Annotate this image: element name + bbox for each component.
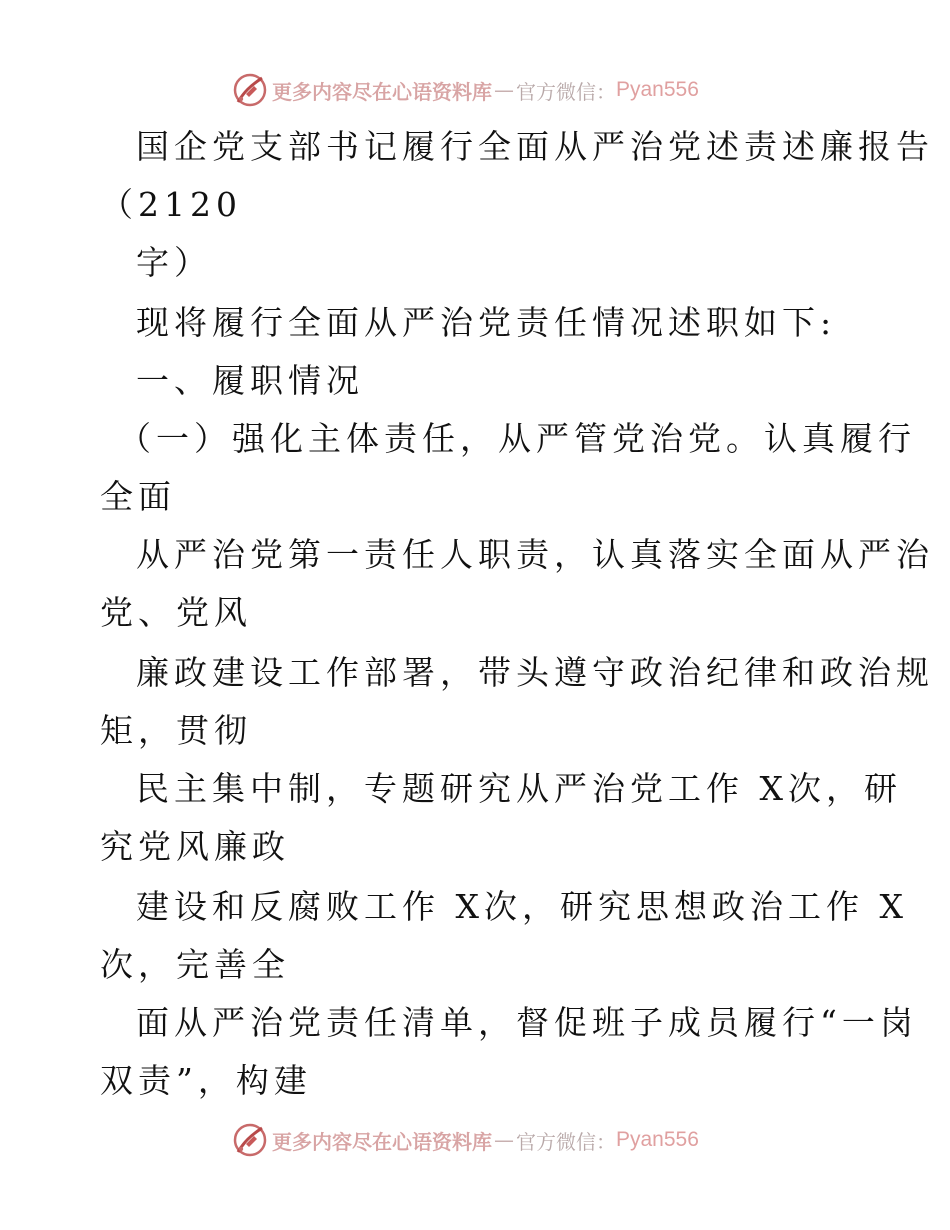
watermark-wechat-label: 官方微信： <box>516 79 616 104</box>
document-title: 国企党支部书记履行全面从严治党述责述廉报告 <box>136 127 934 166</box>
text-line: 次，完善全 <box>100 945 290 984</box>
watermark-wechat-label: 官方微信： <box>516 1129 616 1154</box>
watermark-account: Pyan556 <box>616 1128 699 1151</box>
text-line: 廉政建设工作部署，带头遵守政治纪律和政治规 <box>136 653 934 692</box>
text-line: 党、党风 <box>100 593 252 632</box>
watermark-separator: — <box>494 1128 514 1152</box>
text-line: （2120 <box>100 185 242 224</box>
text-line: 建设和反腐败工作 X次，研究思想政治工作 X <box>136 887 908 926</box>
text-line: 从严治党第一责任人职责，认真落实全面从严治 <box>136 535 934 574</box>
footer-watermark <box>232 1122 699 1158</box>
text-line: 现将履行全面从严治党责任情况述职如下: <box>136 303 837 342</box>
text-line: 全面 <box>100 477 176 516</box>
watermark-slogan: 更多内容尽在心语资料库 <box>272 79 492 104</box>
pen-nib-circle-icon <box>232 1122 268 1158</box>
watermark-separator: — <box>494 78 514 102</box>
pen-nib-circle-icon <box>232 72 268 108</box>
text-line: 究党风廉政 <box>100 827 290 866</box>
section-heading: 一、履职情况 <box>136 361 364 400</box>
text-line: 矩，贯彻 <box>100 711 252 750</box>
header-watermark <box>232 72 699 108</box>
watermark-account: Pyan556 <box>616 78 699 101</box>
text-line: 字） <box>136 243 212 282</box>
watermark-slogan: 更多内容尽在心语资料库 <box>272 1129 492 1154</box>
text-line: 双责”，构建 <box>100 1061 312 1100</box>
text-line: 面从严治党责任清单，督促班子成员履行“一岗 <box>136 1003 918 1042</box>
text-line: （一）强化主体责任，从严管党治党。认真履行 <box>118 419 916 458</box>
text-line: 民主集中制，专题研究从严治党工作 X次，研 <box>136 769 902 808</box>
